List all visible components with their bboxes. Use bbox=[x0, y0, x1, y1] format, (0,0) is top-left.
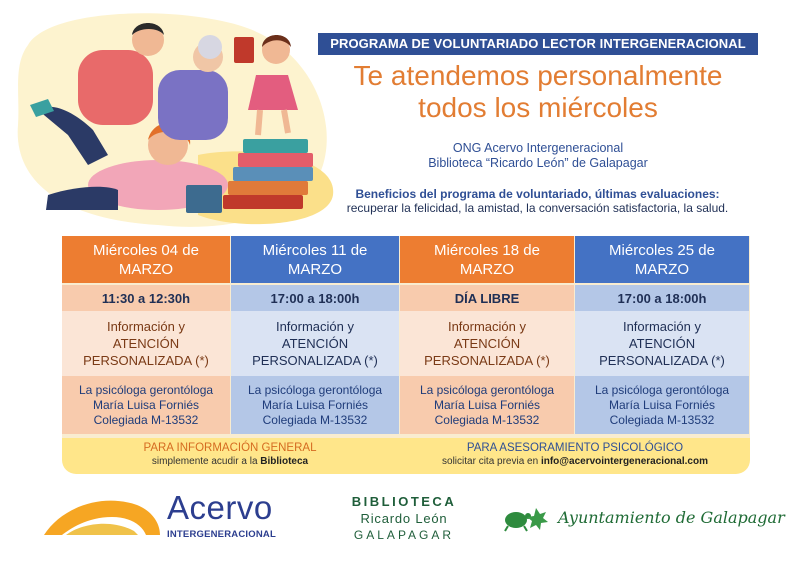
psych-advice-prefix: solicitar cita previa en bbox=[442, 456, 539, 467]
schedule-header-2: Miércoles 11 de MARZO bbox=[231, 236, 399, 283]
schedule-info-3: Información y ATENCIÓN PERSONALIZADA (*) bbox=[400, 311, 574, 376]
general-info-prefix: simplemente acudir a la bbox=[151, 456, 258, 467]
book-stack-2 bbox=[228, 181, 308, 195]
schedule-info-4: Información y ATENCIÓN PERSONALIZADA (*) bbox=[575, 311, 749, 376]
schedule-psychologist-1: La psicóloga gerontóloga María Luisa Forniés Colegiada M-13532 bbox=[62, 376, 230, 434]
general-info-block bbox=[62, 441, 398, 469]
benefits-title: Beneficios del programa de voluntariado, últimas evaluaciones: bbox=[355, 187, 720, 201]
schedule-table bbox=[62, 236, 750, 438]
contact-band bbox=[62, 438, 750, 474]
headline-line-2: todos los miércoles bbox=[418, 92, 658, 123]
schedule-info-2: Información y ATENCIÓN PERSONALIZADA (*) bbox=[231, 311, 399, 376]
org-line-2: Biblioteca “Ricardo León” de Galapagar bbox=[428, 156, 648, 170]
contact-email-link[interactable]: info@acervointergeneracional.com bbox=[540, 456, 708, 467]
biblioteca-line-1: BIBLIOTECA bbox=[351, 494, 457, 509]
schedule-header-1: Miércoles 04 de MARZO bbox=[62, 236, 230, 283]
psych-advice-title: PARA ASESORAMIENTO PSICOLÓGICO bbox=[466, 442, 684, 454]
little-girl-book bbox=[234, 37, 254, 63]
book-stack-1 bbox=[223, 195, 303, 209]
grandmother-body bbox=[158, 70, 228, 140]
benefits-section bbox=[310, 187, 765, 215]
general-info-text bbox=[62, 455, 398, 469]
ayuntamiento-wordmark: Ayuntamiento de Galapagar bbox=[558, 508, 785, 527]
schedule-time-4: 17:00 a 18:00h bbox=[575, 285, 749, 311]
acervo-logo bbox=[42, 489, 307, 545]
org-line-1: ONG Acervo Intergeneracional bbox=[452, 141, 624, 155]
schedule-header-4: Miércoles 25 de MARZO bbox=[575, 236, 749, 283]
page-headline bbox=[318, 60, 758, 124]
ayuntamiento-logo bbox=[500, 500, 785, 536]
schedule-time-1: 11:30 a 12:30h bbox=[62, 285, 230, 311]
schedule-header-3: Miércoles 18 de MARZO bbox=[400, 236, 574, 283]
biblioteca-logo bbox=[344, 493, 464, 543]
general-info-title: PARA INFORMACIÓN GENERAL bbox=[143, 442, 317, 454]
acervo-wordmark: Acervo bbox=[167, 489, 273, 526]
schedule-info-1: Información y ATENCIÓN PERSONALIZADA (*) bbox=[62, 311, 230, 376]
schedule-psychologist-2: La psicóloga gerontóloga María Luisa Forniés Colegiada M-13532 bbox=[231, 376, 399, 434]
family-reading-illustration bbox=[8, 5, 338, 233]
psych-advice-text bbox=[400, 455, 750, 469]
biblioteca-line-2: Ricardo León bbox=[360, 511, 448, 526]
schedule-time-3: DÍA LIBRE bbox=[400, 285, 574, 311]
psych-advice-block bbox=[400, 441, 750, 469]
acervo-subtitle: INTERGENERACIONAL bbox=[167, 529, 276, 540]
headline-line-1: Te atendemos personalmente bbox=[353, 60, 723, 91]
book-stack-3 bbox=[233, 167, 313, 181]
schedule-psychologist-3: La psicóloga gerontóloga María Luisa Forniés Colegiada M-13532 bbox=[400, 376, 574, 434]
schedule-time-2: 17:00 a 18:00h bbox=[231, 285, 399, 311]
grandmother-hair bbox=[198, 35, 222, 59]
schedule-psychologist-4: La psicóloga gerontóloga María Luisa Forniés Colegiada M-13532 bbox=[575, 376, 749, 434]
biblioteca-line-3: GALAPAGAR bbox=[353, 528, 455, 542]
book-stack-4 bbox=[238, 153, 313, 167]
lying-girl-book bbox=[186, 185, 222, 213]
program-banner: PROGRAMA DE VOLUNTARIADO LECTOR INTERGENERACIONAL bbox=[318, 33, 758, 55]
book-stack-5 bbox=[243, 139, 308, 153]
father-body bbox=[78, 50, 153, 125]
organization-info bbox=[318, 141, 758, 171]
acervo-arc-icon bbox=[42, 497, 162, 542]
general-info-biblioteca: Biblioteca bbox=[260, 456, 309, 467]
benefits-text: recuperar la felicidad, la amistad, la conversación satisfactoria, la salud. bbox=[346, 201, 729, 215]
tortoise-emblem-icon bbox=[500, 500, 554, 534]
